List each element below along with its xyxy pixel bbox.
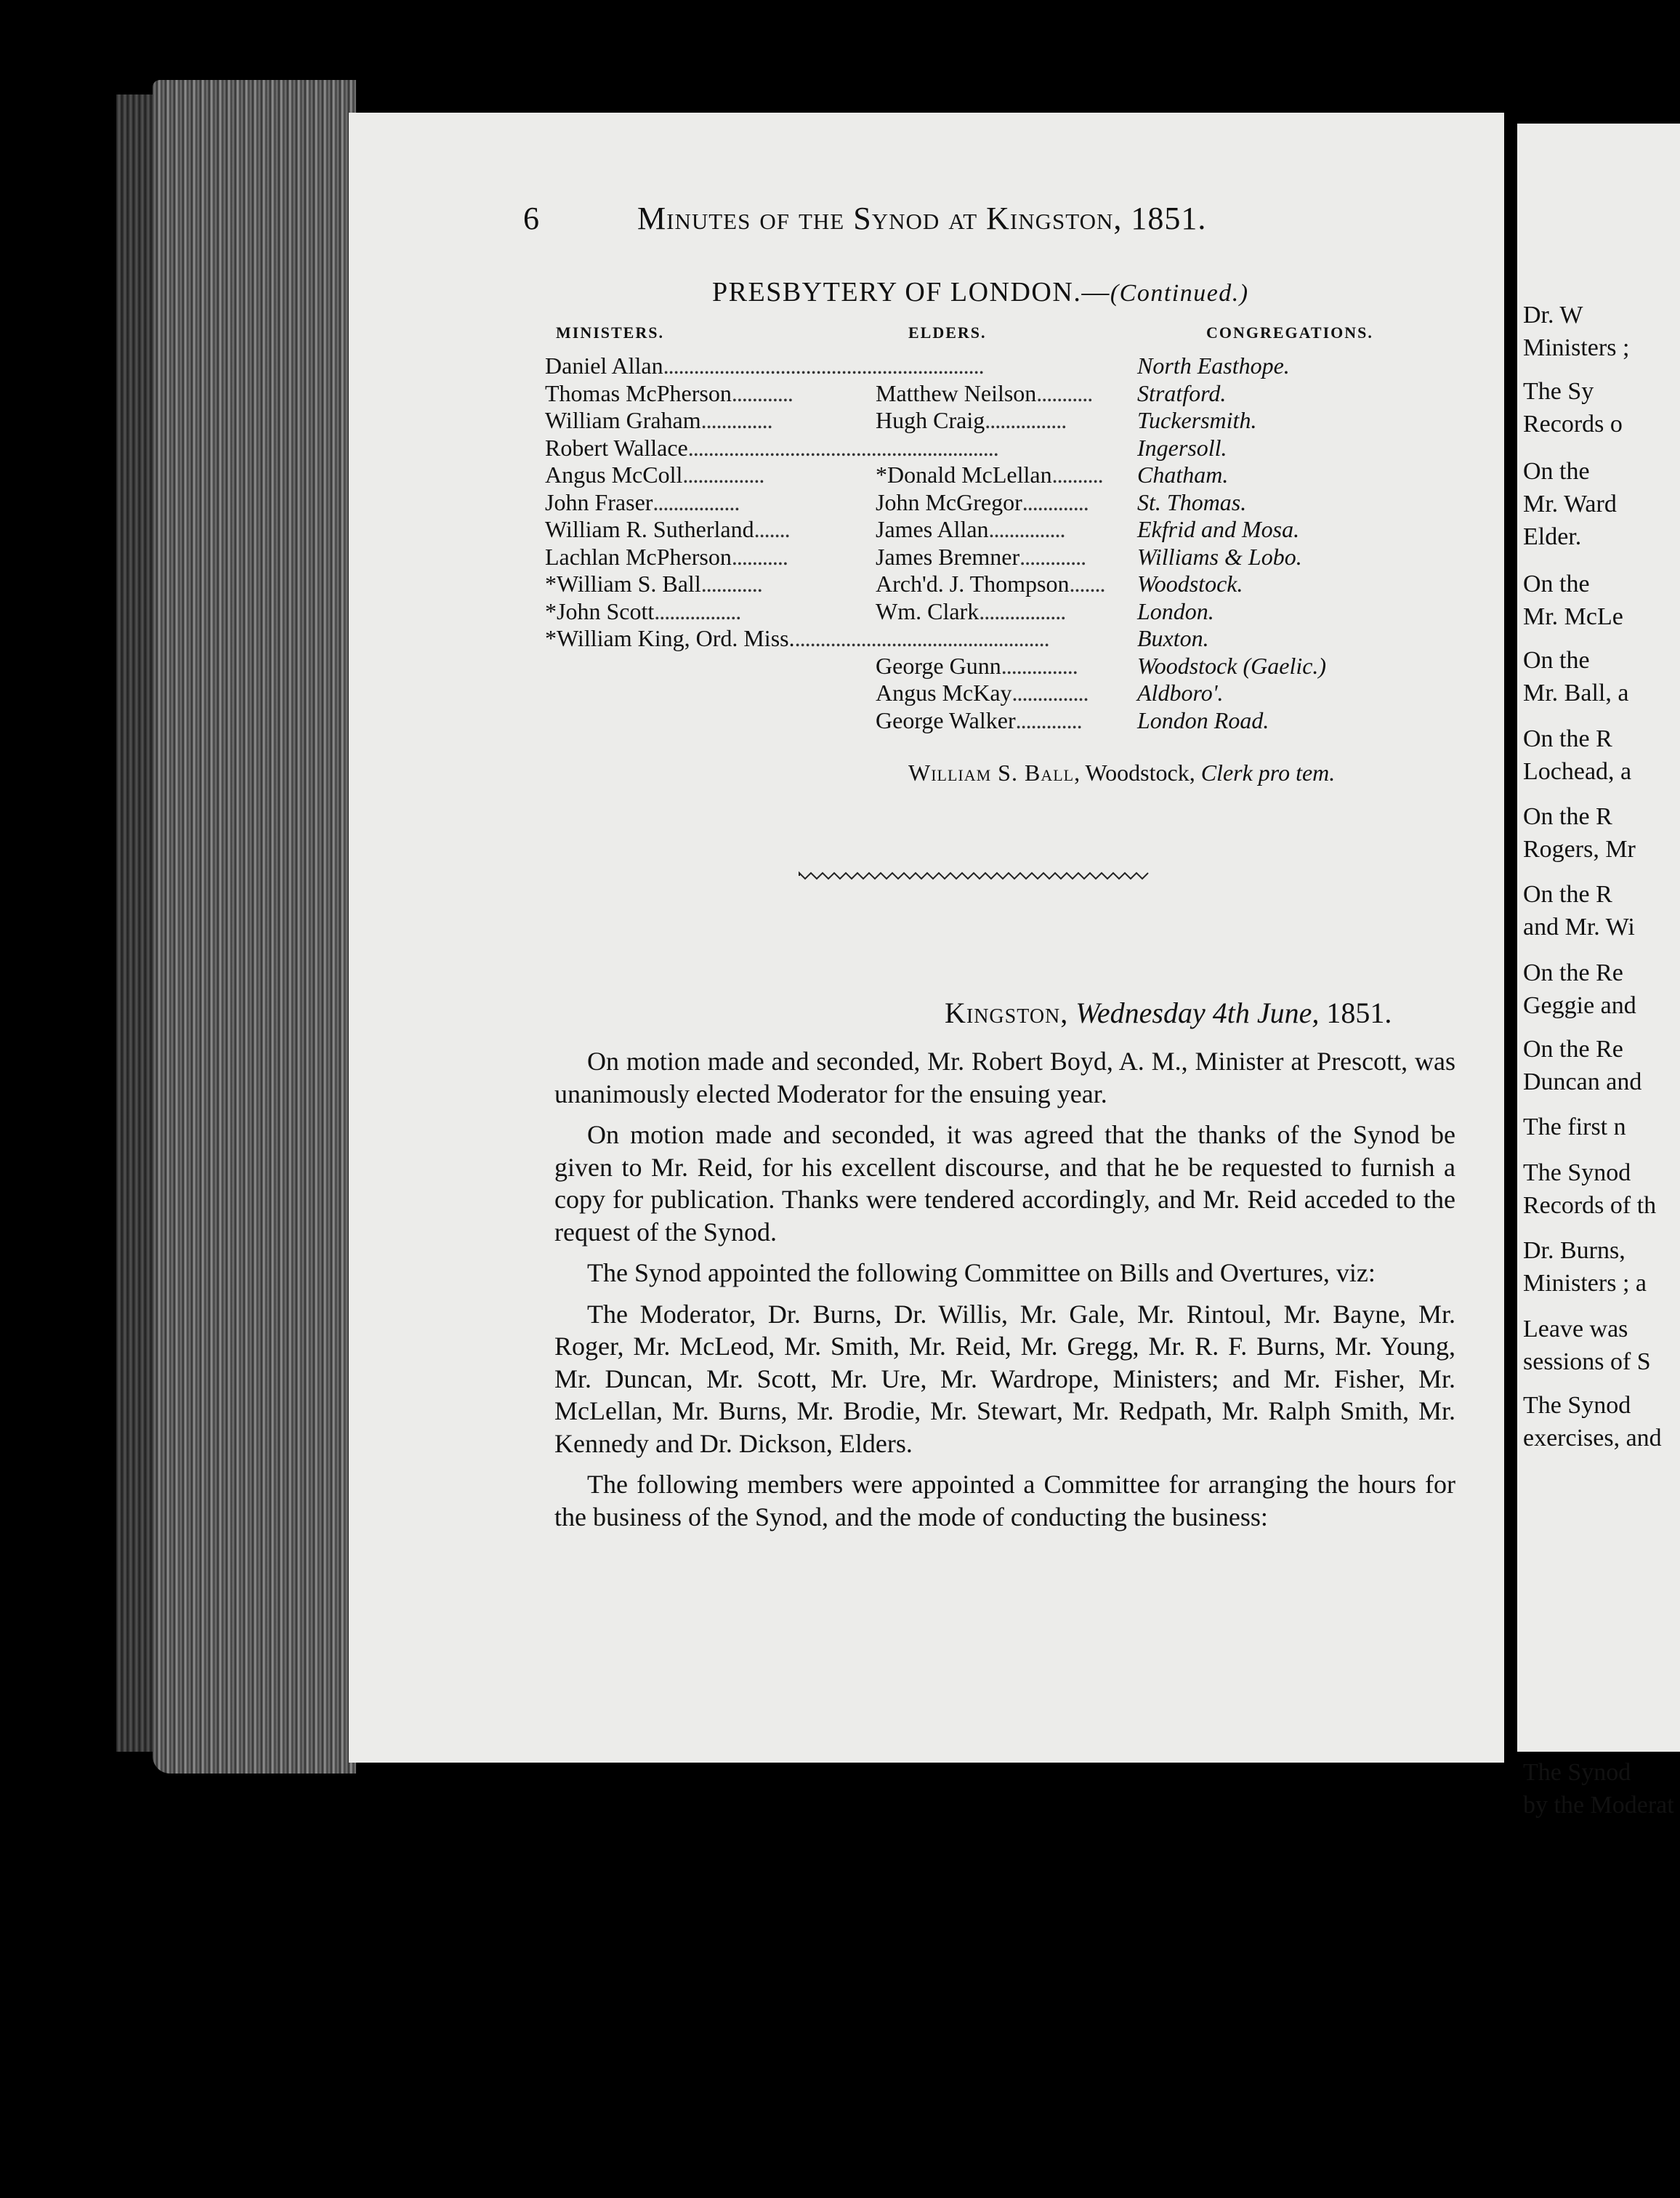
roster-row [545, 516, 1475, 544]
column-header-ministers: MINISTERS. [556, 323, 664, 342]
facing-page-line: Lochead, a [1523, 758, 1632, 785]
facing-page-line: Dr. W [1523, 302, 1583, 329]
clerk-signature [908, 760, 1335, 786]
congregation-name: Woodstock. [1137, 571, 1243, 597]
elder-name: Wm. Clark ................. [876, 597, 1066, 624]
roster-row [545, 407, 1475, 435]
facing-page-line: Mr. McLe [1523, 603, 1623, 630]
facing-page-line: Dr. Burns, [1523, 1237, 1626, 1264]
elder-name: Arch'd. J. Thompson ....... [876, 571, 1105, 597]
facing-page-line: Records of th [1523, 1192, 1657, 1219]
elder-name: James Allan ............... [876, 516, 1065, 542]
page-number: 6 [523, 201, 541, 236]
congregation-name: Buxton. [1137, 625, 1209, 651]
roster-row [545, 544, 1475, 571]
paragraph: The Moderator, Dr. Burns, Dr. Willis, Mr. Gale, Mr. Rintoul, Mr. Bayne, Mr. Roger, Mr. McLeod, Mr. Smith, Mr. Reid, Mr. Gregg, Mr. R. F. Burns, Mr. Young, Mr. Duncan, Mr. Scott, Mr. Ure, Mr. Wardrope, Ministers; and Mr. Fisher, Mr. McLellan, Mr. Burns, Mr. Brodie, Mr. Stewart, Mr. Redpath, Mr. Ralph Smith, Mr. Kennedy and Dr. Dickson, Elders. [554, 1299, 1455, 1458]
section-continued: (Continued.) [1110, 280, 1249, 307]
minister-name: Robert Wallace ............................................................. [545, 434, 998, 461]
elder-name: John McGregor ............. [876, 488, 1089, 515]
dateline-place: Kingston, [945, 997, 1069, 1029]
elder-name: Matthew Neilson ........... [876, 379, 1093, 406]
roster-row [545, 380, 1475, 408]
facing-page-line: On the Re [1523, 959, 1623, 986]
roster-row [545, 571, 1475, 598]
paragraph: On motion made and seconded, it was agreed that the thanks of the Synod be given to Mr. Reid, for his excellent discourse, and that he be requested to furnish a copy for publication. Thanks were tendered accordingly, and Mr. Reid acceded to the request of the Synod. [554, 1120, 1455, 1247]
minister-name: John Fraser ................. [545, 488, 740, 515]
minister-name: Daniel Allan ............................................................... [545, 353, 984, 379]
minister-name: *John Scott ................. [545, 597, 741, 624]
roster-row [545, 462, 1475, 489]
minister-name: William Graham .............. [545, 407, 772, 433]
congregation-name: London Road. [1137, 706, 1269, 733]
roster-row [545, 707, 1475, 735]
facing-page [1517, 124, 1680, 1819]
section-title-text: PRESBYTERY OF LONDON.— [712, 277, 1110, 307]
congregation-name: Woodstock (Gaelic.) [1137, 652, 1327, 679]
facing-page-line: Mr. Ward [1523, 491, 1617, 518]
roster-row [545, 435, 1475, 462]
facing-page-line: On the [1523, 458, 1590, 485]
elder-name: James Bremner ............. [876, 543, 1086, 570]
facing-page-line: Geggie and [1523, 992, 1636, 1019]
minister-name: *William King, Ord. Miss. .................................................. [545, 625, 1049, 651]
facing-page-line: On the [1523, 571, 1590, 597]
congregation-name: St. Thomas. [1137, 488, 1247, 515]
facing-page-line: The Synod [1523, 1759, 1631, 1786]
facing-page-line: On the [1523, 647, 1590, 674]
facing-page-line: The Synod [1523, 1392, 1631, 1419]
congregation-name: Ingersoll. [1137, 434, 1227, 461]
facing-page-line: by the Moderat [1523, 1792, 1674, 1819]
running-title: Minutes of the Synod at Kingston, 1851. [637, 201, 1207, 236]
paragraph: The following members were appointed a Committee for arranging the hours for the business of the Synod, and the mode of conducting the business: [554, 1470, 1455, 1531]
congregation-name: Chatham. [1137, 462, 1229, 488]
book-page-edges [153, 80, 356, 1774]
roster-row [545, 680, 1475, 707]
left-page [349, 113, 1504, 1763]
facing-page-line: sessions of S [1523, 1348, 1651, 1375]
congregation-name: Stratford. [1137, 379, 1227, 406]
congregation-name: London. [1137, 597, 1214, 624]
roster-row [545, 353, 1475, 380]
congregation-name: North Easthope. [1137, 353, 1290, 379]
facing-page-line: and Mr. Wi [1523, 914, 1635, 941]
elder-name: Angus McKay ............... [876, 680, 1089, 706]
facing-page-line: The first n [1523, 1114, 1626, 1140]
facing-page-line: Leave was [1523, 1316, 1628, 1342]
dateline-year: 1851. [1326, 997, 1392, 1029]
dateline-date: Wednesday 4th June, [1075, 997, 1320, 1029]
facing-page-line: Records o [1523, 411, 1623, 438]
elder-name: George Walker ............. [876, 706, 1082, 733]
facing-page-line: Duncan and [1523, 1068, 1642, 1095]
dateline [945, 996, 1392, 1030]
facing-page-line: On the Re [1523, 1036, 1623, 1063]
roster-row [545, 598, 1475, 626]
roster-row [545, 625, 1475, 653]
facing-page-line: On the R [1523, 803, 1612, 830]
facing-page-line: On the R [1523, 881, 1612, 908]
roster-table [545, 353, 1475, 734]
minister-name: William R. Sutherland ....... [545, 516, 790, 542]
elder-name: *Donald McLellan .......... [876, 462, 1103, 488]
roster-row [545, 489, 1475, 517]
elder-name: Hugh Craig ................ [876, 407, 1067, 433]
paragraph: The Synod appointed the following Committee on Bills and Overtures, viz: [587, 1258, 1376, 1287]
facing-page-line: The Synod [1523, 1159, 1631, 1186]
congregation-name: Aldboro'. [1137, 680, 1224, 706]
congregation-name: Williams & Lobo. [1137, 543, 1302, 570]
clerk-name: William S. Ball [908, 760, 1075, 786]
roster-row [545, 653, 1475, 680]
minister-name: Thomas McPherson ............ [545, 379, 793, 406]
paragraph: On motion made and seconded, Mr. Robert Boyd, A. M., Minister at Prescott, was unanimously elected Moderator for the ensuing year. [554, 1047, 1455, 1108]
congregation-name: Ekfrid and Mosa. [1137, 516, 1300, 542]
section-title [712, 276, 1249, 308]
elder-name: George Gunn ............... [876, 652, 1078, 679]
facing-page-line: Rogers, Mr [1523, 836, 1636, 863]
column-header-congregations: CONGREGATIONS. [1206, 323, 1373, 342]
column-header-elders: ELDERS. [908, 323, 987, 342]
minister-name: Lachlan McPherson ........... [545, 543, 788, 570]
running-header [523, 200, 1206, 237]
facing-page-line: Ministers ; a [1523, 1270, 1647, 1297]
minutes-body [554, 1045, 1455, 1542]
facing-page-line: The Sy [1523, 378, 1594, 405]
facing-page-line: Mr. Ball, a [1523, 680, 1629, 706]
wavy-divider [799, 869, 1148, 883]
clerk-place: , Woodstock, [1074, 760, 1201, 786]
congregation-name: Tuckersmith. [1137, 407, 1257, 433]
minister-name: Angus McColl ................ [545, 462, 764, 488]
facing-page-line: Ministers ; [1523, 334, 1630, 361]
facing-page-line: On the R [1523, 725, 1612, 752]
clerk-title: Clerk pro tem. [1200, 760, 1336, 786]
facing-page-line: Elder. [1523, 523, 1582, 550]
minister-name: *William S. Ball ............ [545, 571, 762, 597]
facing-page-line: exercises, and [1523, 1425, 1662, 1452]
